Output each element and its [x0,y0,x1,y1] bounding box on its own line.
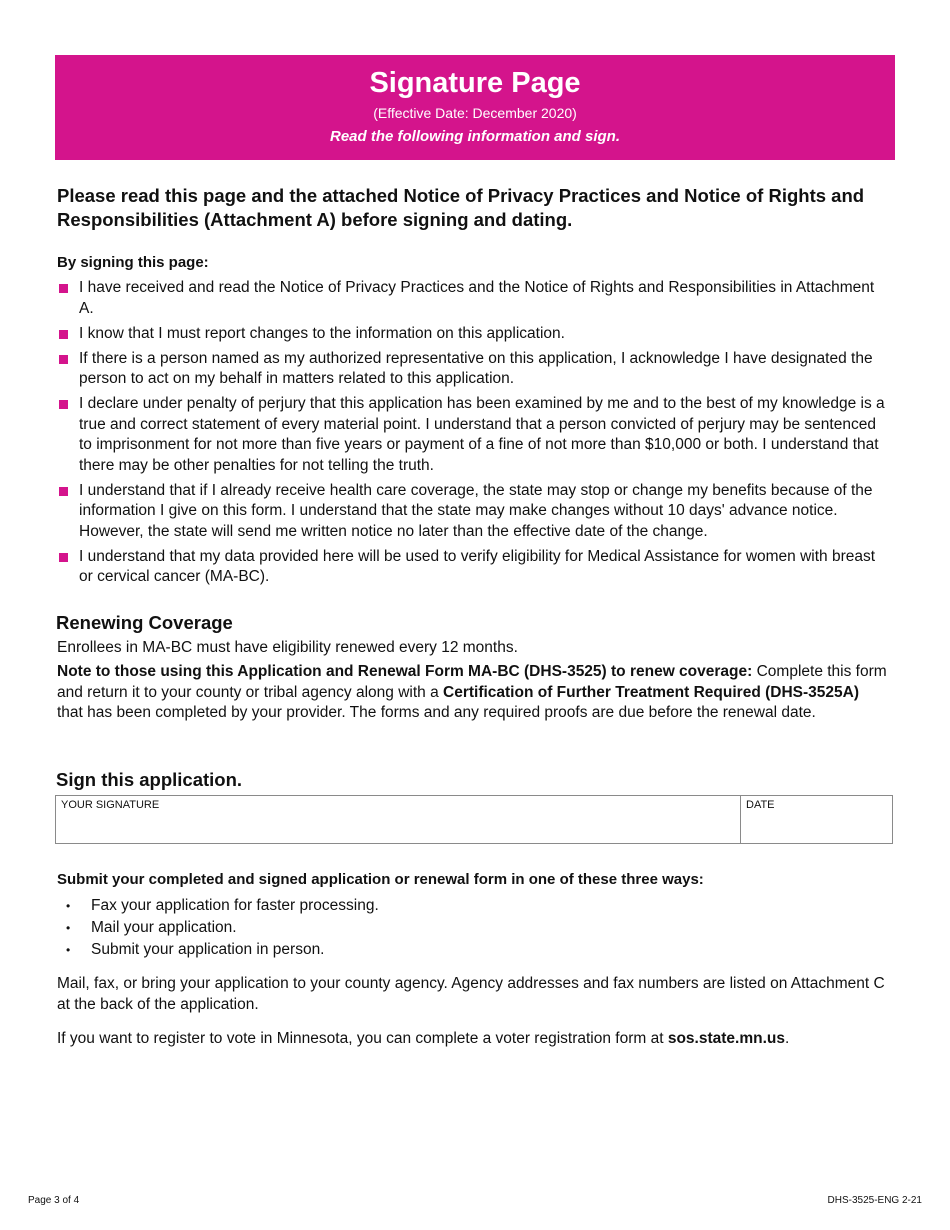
renewal-note-text: Complete this form and return it to your county or tribal agency along with a [57,663,887,701]
voter-registration-link[interactable]: sos.state.mn.us [667,1030,785,1047]
voter-registration-lead: If you want to register to vote in Minnesota, you can complete a voter registration form at [57,1030,668,1047]
list-item-text: I understand that my data provided here will be used to verify eligibility for Medical Assistance for women with breast or cervical cancer (MA-BC). [79,547,876,585]
list-item [57,394,887,476]
list-item [66,895,379,917]
square-bullet-icon [59,400,68,409]
effective-date: (Effective Date: December 2020) [373,105,577,121]
renewal-note-form-name: Certification of Further Treatment Required (DHS-3525A) [443,683,859,701]
square-bullet-icon [59,330,68,339]
page-number: Page 3 of 4 [28,1195,80,1206]
list-item [66,939,379,961]
signature-label: YOUR SIGNATURE [61,799,160,811]
list-item [57,481,887,543]
signature-field[interactable] [56,796,741,843]
page-title: Signature Page [369,67,581,99]
voter-registration-text [57,1029,887,1050]
intro-text: Please read this page and the attached Notice of Privacy Practices and Notice of Rights and Responsibilities (Attachment A) before signing and dating. [57,185,865,230]
date-label: DATE [746,799,775,811]
by-signing-heading: By signing this page: [57,254,209,271]
submit-ways-list [66,895,379,961]
list-item-text: I have received and read the Notice of Privacy Practices and the Notice of Rights and Responsibilities in Attachment A. [79,279,875,317]
renewal-note [57,662,887,724]
list-item [66,917,379,939]
list-item [57,349,887,390]
renewing-coverage-text: Enrollees in MA-BC must have eligibility renewed every 12 months. [57,639,518,656]
list-item [57,324,887,345]
square-bullet-icon [59,355,68,364]
header-banner [55,55,895,160]
bullet-icon: • [66,899,71,913]
renewal-note-lead: Note to those using this Application and Renewal Form MA-BC (DHS-3525) to renew coverage: [57,663,753,680]
acknowledgement-list [57,278,887,592]
list-item-text: If there is a person named as my authorized representative on this application, I acknowledge I have designated the person to act on my behalf in matters related to this application. [79,349,873,387]
submit-heading: Submit your completed and signed application or renewal form in one of these three ways: [57,871,704,888]
list-item-text: I understand that if I already receive health care coverage, the state may stop or change my benefits because of the information I give on this form. I understand that the state may make changes without 10 days' advance notice. However, the state will send me written notice no later than the effective date of the change. [79,481,873,540]
submit-way-text: Fax your application for faster processing. [91,897,379,914]
list-item [57,547,887,588]
renewing-coverage-heading: Renewing Coverage [56,612,233,633]
banner-instruction: Read the following information and sign. [330,128,620,145]
sign-heading: Sign this application. [56,769,243,790]
date-field[interactable] [741,796,892,843]
list-item-text: I know that I must report changes to the information on this application. [79,324,565,342]
square-bullet-icon [59,487,68,496]
square-bullet-icon [59,284,68,293]
form-id: DHS-3525-ENG 2-21 [827,1195,922,1206]
voter-registration-end: . [784,1030,790,1047]
list-item-text: I declare under penalty of perjury that this application has been examined by me and to the best of my knowledge is a true and correct statement of every material point. I understand that a person convicted of perjury may be sentenced to imprisonment for not more than five years or payment of a fine of not more than $10,000 or both. I understand that there may be other penalties for not telling the truth. [79,395,885,474]
bullet-icon: • [66,943,71,957]
submit-way-text: Mail your application. [91,919,237,936]
renewal-note-text-end: that has been completed by your provider. The forms and any required proofs are due before the renewal date. [57,704,816,721]
square-bullet-icon [59,553,68,562]
bullet-icon: • [66,921,71,935]
mail-instructions: Mail, fax, or bring your application to your county agency. Agency addresses and fax numbers are listed on Attachment C at the back of the application. [57,975,885,1013]
list-item [57,278,887,319]
signature-box [55,795,893,844]
submit-way-text: Submit your application in person. [91,941,325,958]
